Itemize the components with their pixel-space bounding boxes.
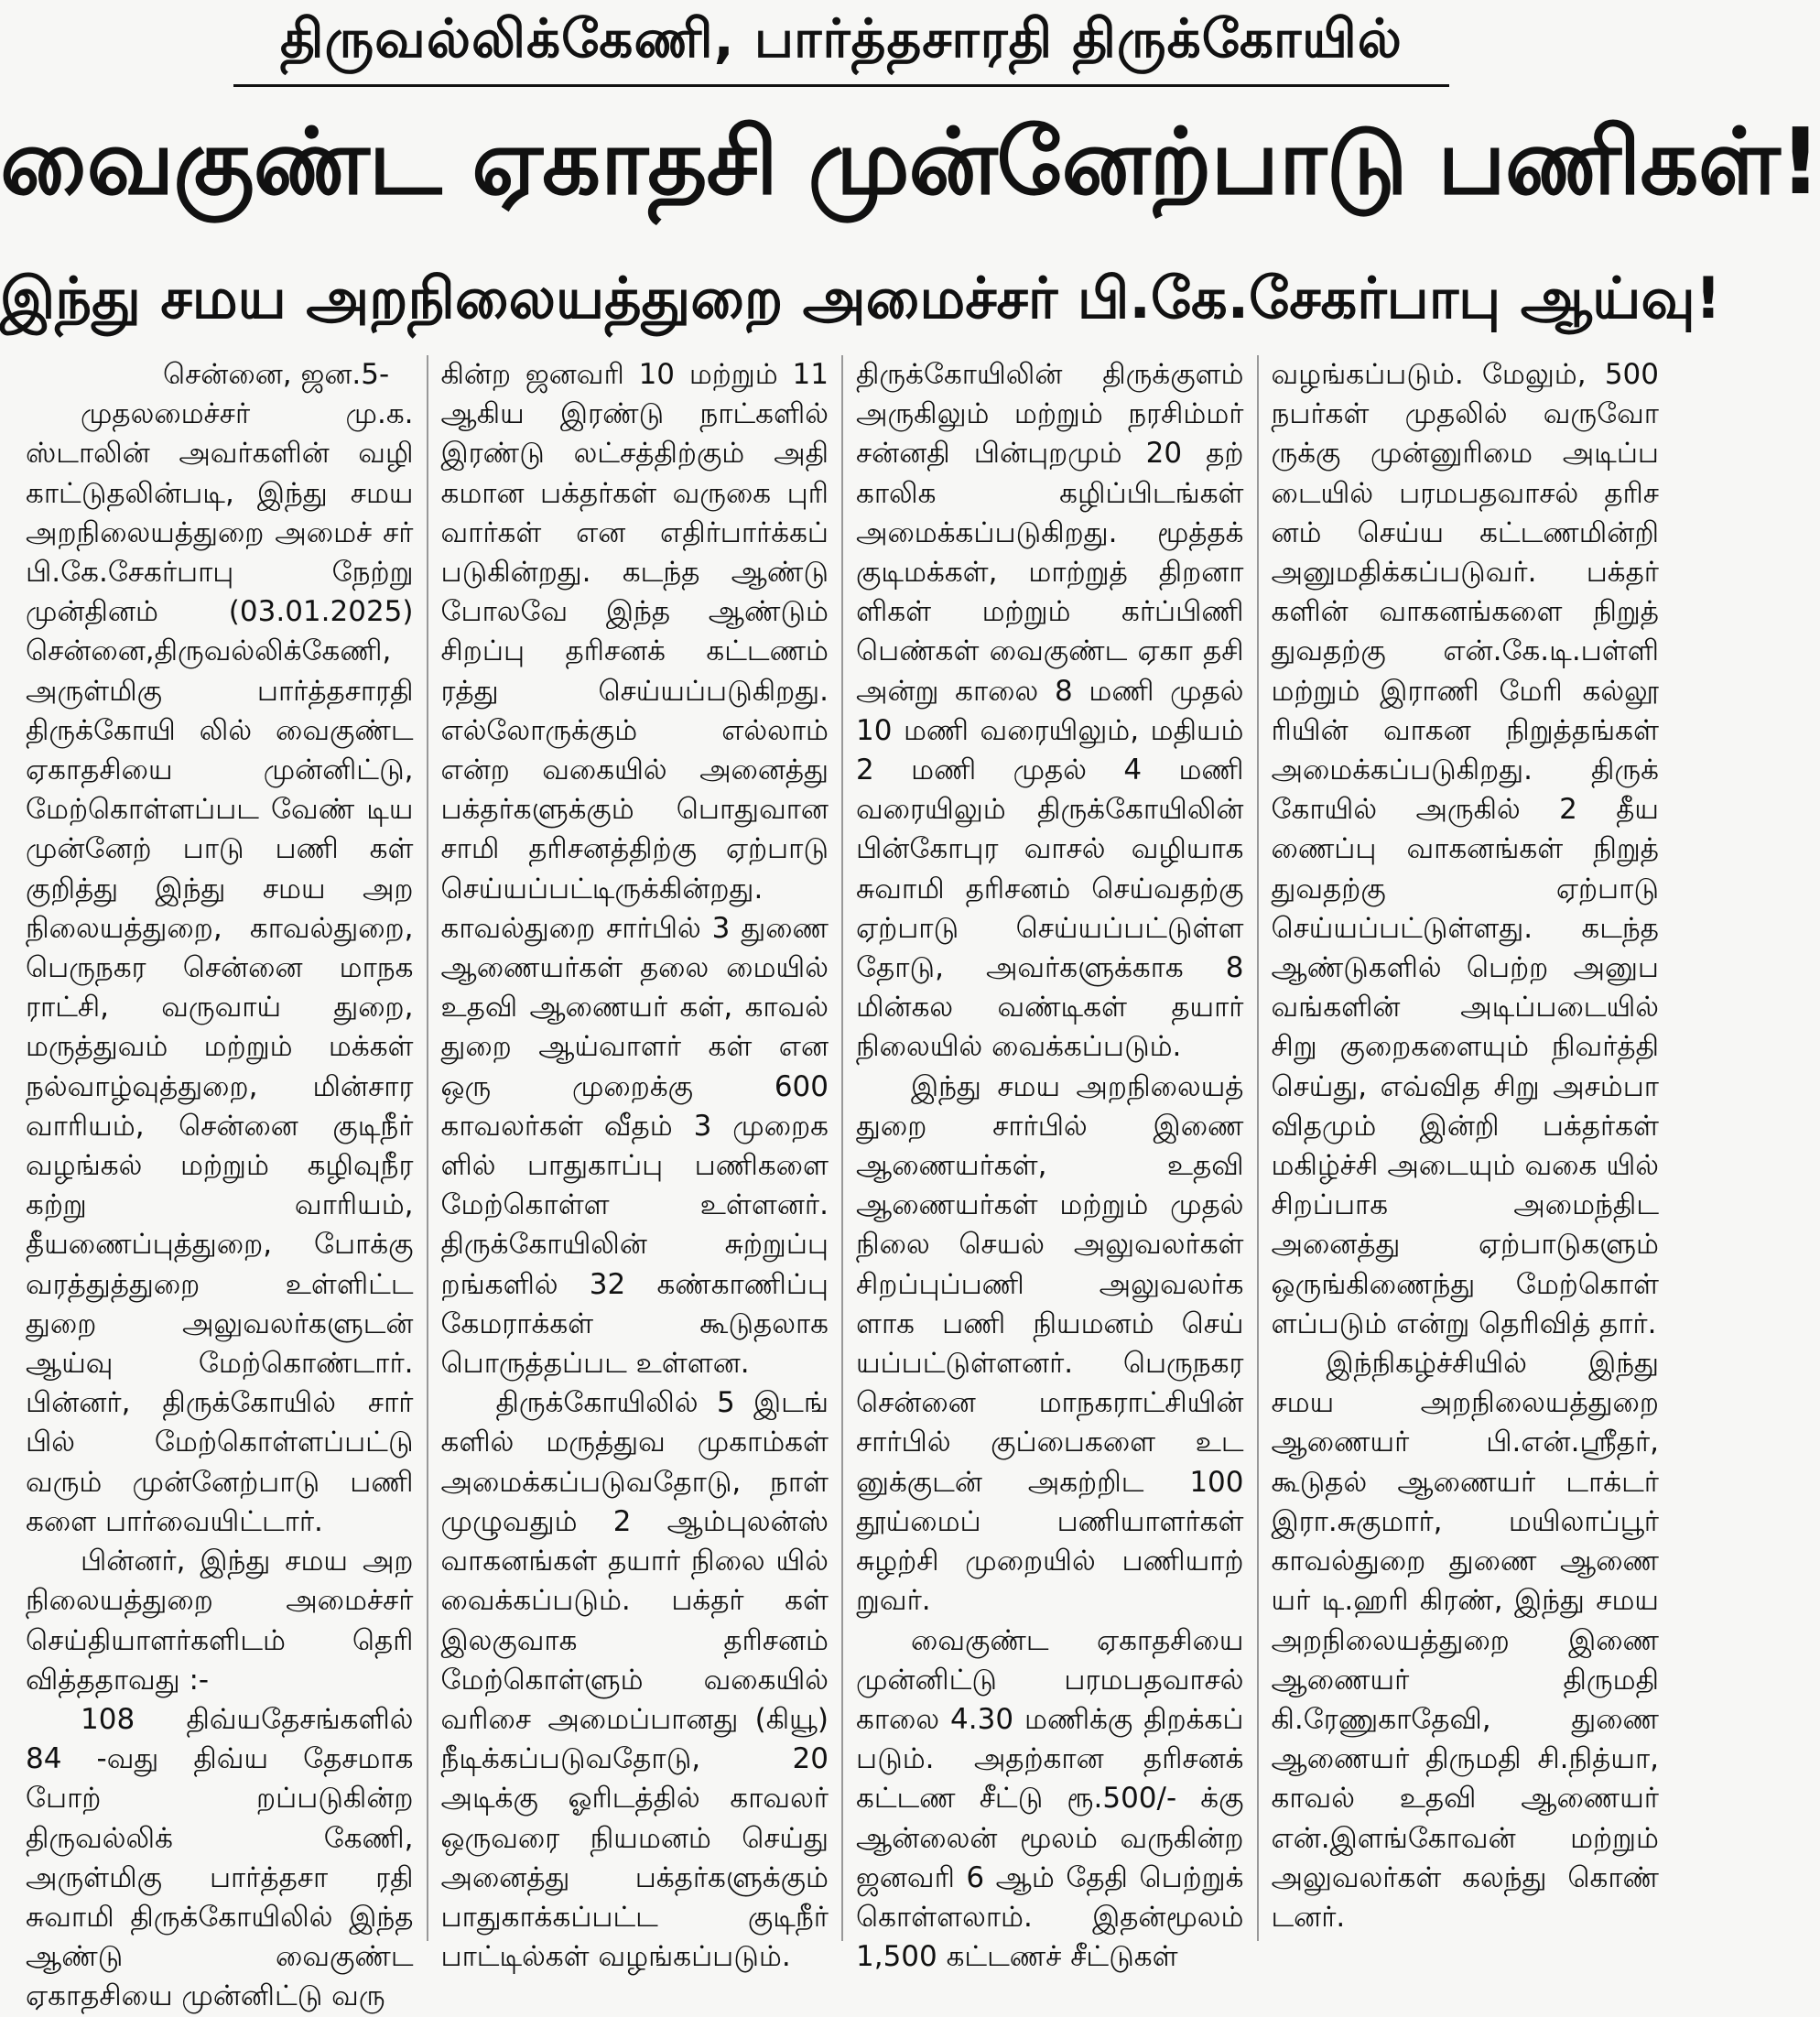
paragraph: வழங்கப்படும். மேலும், 500 நபர்கள் முதலில் வருவோ ருக்கு முன்னுரிமை அடிப்ப டையில் பரமபதவாசல் தரிச னம் செய்ய கட்டணமின்றி அனுமதிக்கப்படுவர். பக்தர் களின் வாகனங்களை நிறுத் துவதற்கு என்.கே.டி.பள்ளி மற்றும் இராணி மேரி கல்லூ ரியின் வாகன நிறுத்தங்கள் அமைக்கப்படுகிறது. திருக் கோயில் அருகில் 2 தீய ணைப்பு வாகனங்கள் நிறுத் துவதற்கு ஏற்பாடு செய்யப்பட்டுள்ளது. கடந்த ஆண்டுகளில் பெற்ற அனுப வங்களின் அடிப்படையில் சிறு குறைகளையும் நிவர்த்தி செய்து, எவ்வித சிறு அசம்பா விதமும் இன்றி பக்தர்கள் மகிழ்ச்சி அடையும் வகை யில் சிறப்பாக அமைந்திட அனைத்து ஏற்பாடுகளும் ஒருங்கிணைந்து மேற்கொள் ளப்படும் என்று தெரிவித் தார். <box>1271 358 1659 1340</box>
paragraph: இந்நிகழ்ச்சியில் இந்து சமய அறநிலையத்துறை ஆணையர் பி.என்.ஸ்ரீதர், கூடுதல் ஆணையர் டாக்டர் இரா.சுகுமார், மயிலாப்பூர் காவல்துறை துணை ஆணை யர் டி.ஹரி கிரண், இந்து சமய அறநிலையத்துறை இணை ஆணையர் திருமதி கி.ரேணுகாதேவி, துணை ஆணையர் திருமதி சி.நித்யா, காவல் உதவி ஆணையர் என்.இளங்கோவன் மற்றும் அலுவலர்கள் கலந்து கொண் டனர். <box>1271 1347 1659 1934</box>
paragraph: 108 திவ்யதேசங்களில் 84 -வது திவ்ய தேசமாக போற் றப்படுகின்ற திருவல்லிக் கேணி, அருள்மிகு பார்த்தசா ரதி சுவாமி திருக்கோயிலில் இந்த ஆண்டு வைகுண்ட ஏகாதசியை முன்னிட்டு வரு <box>26 1702 414 2013</box>
article-body <box>13 355 1672 2013</box>
paragraph: திருக்கோயிலின் திருக்குளம் அருகிலும் மற்றும் நரசிம்மர் சன்னதி பின்புறமும் 20 தற் காலிக கழிப்பிடங்கள் அமைக்கப்படுகிறது. மூத்தக் குடிமக்கள், மாற்றுத் திறனா ளிகள் மற்றும் கர்ப்பிணி பெண்கள் வைகுண்ட ஏகா தசி அன்று காலை 8 மணி முதல் 10 மணி வரையிலும், மதியம் 2 மணி முதல் 4 மணி வரையிலும் திருக்கோயிலின் பின்கோபுர வாசல் வழியாக சுவாமி தரிசனம் செய்வதற்கு ஏற்பாடு செய்யப்பட்டுள்ள தோடு, அவர்களுக்காக 8 மின்கல வண்டிகள் தயார் நிலையில் வைக்கப்படும். <box>856 358 1244 1064</box>
paragraph: வைகுண்ட ஏகாதசியை முன்னிட்டு பரமபதவாசல் காலை 4.30 மணிக்கு திறக்கப் படும். அதற்கான தரிசனக் கட்டண சீட்டு ரூ.500/- க்கு ஆன்லைன் மூலம் வருகின்ற ஜனவரி 6 ஆம் தேதி பெற்றுக் கொள்ளலாம். இதன்மூலம் 1,500 கட்டணச் சீட்டுகள் <box>856 1623 1244 1974</box>
paragraph: கின்ற ஜனவரி 10 மற்றும் 11 ஆகிய இரண்டு நாட்களில் இரண்டு லட்சத்திற்கும் அதி கமான பக்தர்கள் வருகை புரி வார்கள் என எதிர்பார்க்கப் படுகின்றது. கடந்த ஆண்டு போலவே இந்த ஆண்டும் சிறப்பு தரிசனக் கட்டணம் ரத்து செய்யப்படுகிறது. எல்லோருக்கும் எல்லாம் என்ற வகையில் அனைத்து பக்தர்களுக்கும் பொதுவான சாமி தரிசனத்திற்கு ஏற்பாடு செய்யப்பட்டிருக்கின்றது. காவல்துறை சார்பில் 3 துணை ஆணையர்கள் தலை மையில் உதவி ஆணையர் கள், காவல் துறை ஆய்வாளர் கள் என ஒரு முறைக்கு 600 காவலர்கள் வீதம் 3 முறைக ளில் பாதுகாப்பு பணிகளை மேற்கொள்ள உள்ளனர். திருக்கோயிலின் சுற்றுப்பு றங்களில் 32 கண்காணிப்பு கேமராக்கள் கூடுதலாக பொருத்தப்பட உள்ளன. <box>440 358 829 1381</box>
article-column-2 <box>427 355 842 1974</box>
paragraph: திருக்கோயிலில் 5 இடங் களில் மருத்துவ முகாம்கள் அமைக்கப்படுவதோடு, நாள் முழுவதும் 2 ஆம்புலன்ஸ் வாகனங்கள் தயார் நிலை யில் வைக்கப்படும். பக்தர் கள் இலகுவாக தரிசனம் மேற்கொள்ளும் வகையில் வரிசை அமைப்பானது (கியூ) நீடிக்கப்படுவதோடு, 20 அடிக்கு ஓரிடத்தில் காவலர் ஒருவரை நியமனம் செய்து அனைத்து பக்தர்களுக்கும் பாதுகாக்கப்பட்ட குடிநீர் பாட்டில்கள் வழங்கப்படும். <box>440 1386 829 1974</box>
paragraph: இந்து சமய அறநிலையத் துறை சார்பில் இணை ஆணையர்கள், உதவி ஆணையர்கள் மற்றும் முதல் நிலை செயல் அலுவலர்கள் சிறப்புப்பணி அலுவலர்க ளாக பணி நியமனம் செய் யப்பட்டுள்ளனர். பெருநகர சென்னை மாநகராட்சியின் சார்பில் குப்பைகளை உட னுக்குடன் அகற்றிட 100 தூய்மைப் பணியாளர்கள் சுழற்சி முறையில் பணியாற் றுவர். <box>856 1069 1244 1618</box>
kicker-title: திருவல்லிக்கேணி, பார்த்தசாரதி திருக்கோயில் <box>280 7 1403 70</box>
headline: வைகுண்ட ஏகாதசி முன்னேற்பாடு பணிகள்! <box>0 108 1820 215</box>
dateline: சென்னை, ஜன.5- <box>163 358 390 391</box>
paragraph: பின்னர், இந்து சமய அற நிலையத்துறை அமைச்சர் செய்தியாளர்களிடம் தெரி வித்ததாவது :- <box>26 1545 414 1697</box>
paragraph: முதலமைச்சர் மு.க. ஸ்டாலின் அவர்களின் வழி காட்டுதலின்படி, இந்து சமய அறநிலையத்துறை அமைச் சர் பி.கே.சேகர்பாபு நேற்று முன்தினம் (03.01.2025) சென்னை,திருவல்லிக்கேணி, அருள்மிகு பார்த்தசாரதி திருக்கோயி லில் வைகுண்ட ஏகாதசியை முன்னிட்டு, மேற்கொள்ளப்பட வேண் டிய முன்னேற் பாடு பணி கள் குறித்து இந்து சமய அற நிலையத்துறை, காவல்துறை, பெருநகர சென்னை மாநக ராட்சி, வருவாய் துறை, மருத்துவம் மற்றும் மக்கள் நல்வாழ்வுத்துறை, மின்சார வாரியம், சென்னை குடிநீர் வழங்கல் மற்றும் கழிவுநீர கற்று வாரியம், தீயணைப்புத்துறை, போக்கு வரத்துத்துறை உள்ளிட்ட துறை அலுவலர்களுடன் ஆய்வு மேற்கொண்டார். பின்னர், திருக்கோயில் சார் பில் மேற்கொள்ளப்பட்டு வரும் முன்னேற்பாடு பணி களை பார்வையிட்டார். <box>26 397 414 1538</box>
article-column-1 <box>13 355 427 2013</box>
article-column-4 <box>1257 355 1673 1941</box>
article-column-3 <box>841 355 1257 1974</box>
kicker-underline <box>233 84 1449 87</box>
subheadline: இந்து சமய அறநிலையத்துறை அமைச்சர் பி.கே.சேகர்பாபு ஆய்வு! <box>0 265 1722 331</box>
